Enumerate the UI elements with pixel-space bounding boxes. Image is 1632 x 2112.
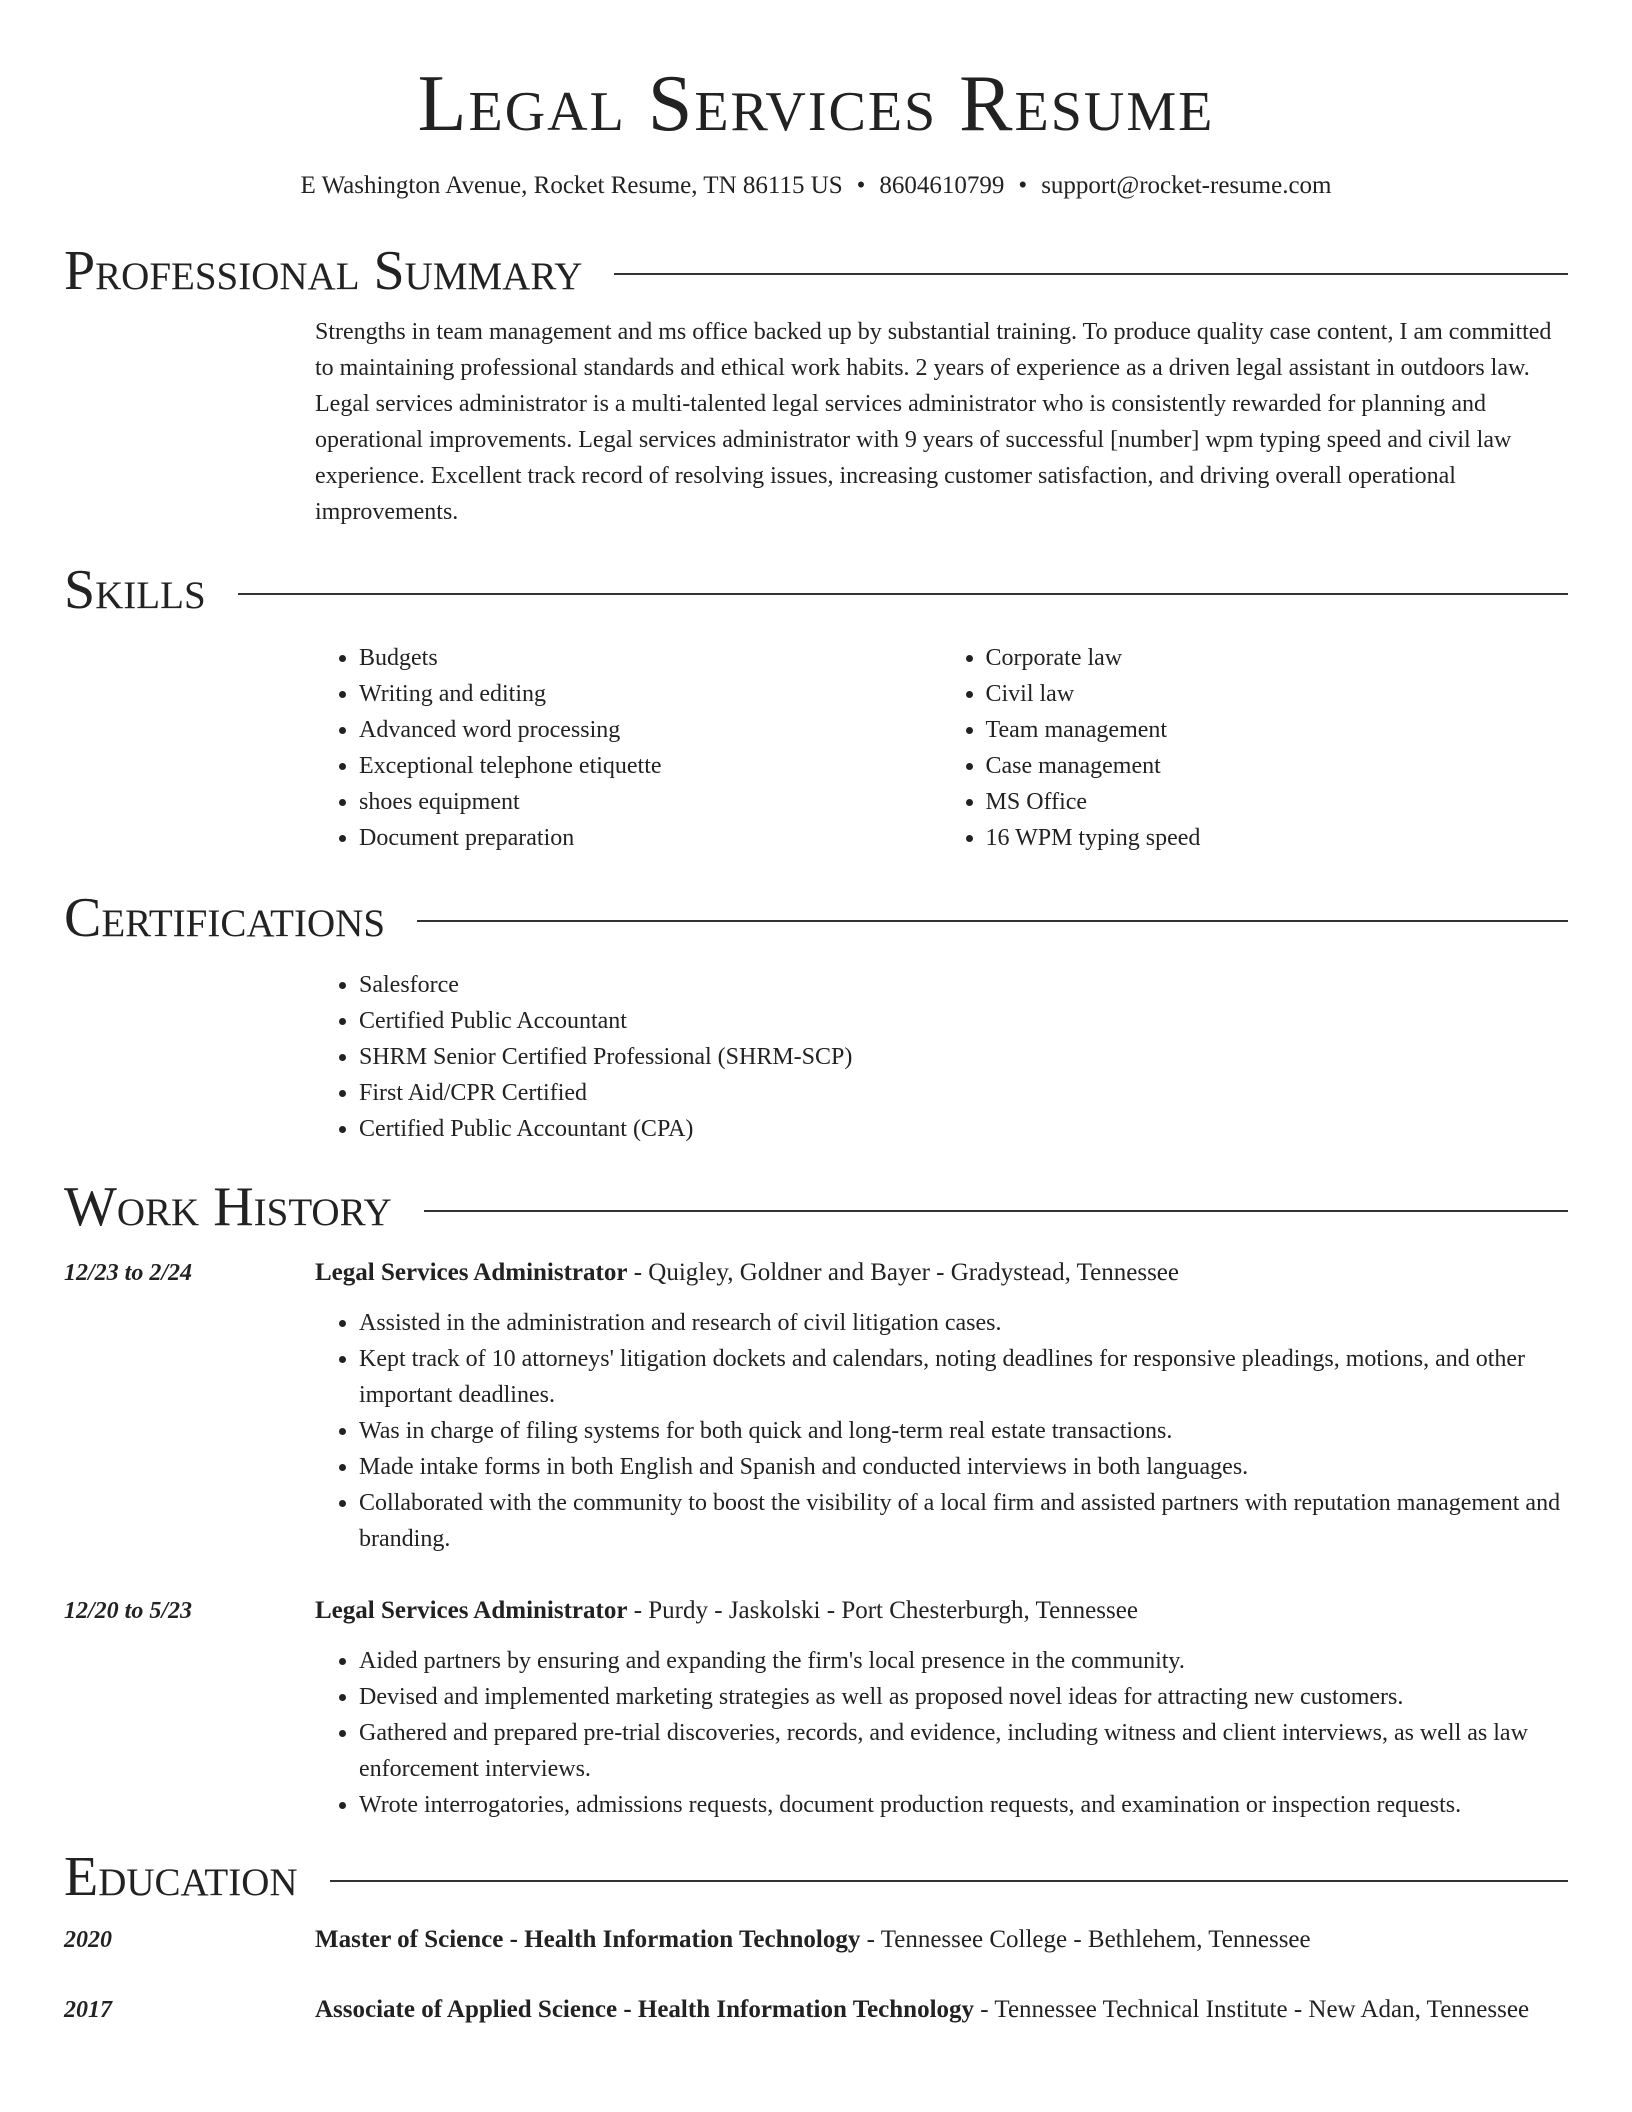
certifications-section	[315, 967, 1568, 1147]
education-school: - Tennessee Technical Institute - New Adan, Tennessee	[974, 1996, 1530, 2024]
job-role: Legal Services Administrator	[315, 1258, 628, 1286]
contact-phone: 8604610799	[879, 172, 1005, 199]
contact-separator: •	[856, 172, 866, 199]
certifications-section-header	[64, 888, 1568, 950]
job-employer: - Purdy - Jaskolski - Port Chesterburgh, Tennessee	[627, 1596, 1138, 1624]
job-bullets	[315, 1305, 1568, 1557]
education-degree: Master of Science - Health Information Technology	[315, 1926, 861, 1954]
skill-item: • MS Office	[986, 784, 1569, 820]
certifications-heading: Certifications	[64, 886, 386, 949]
skills-list-right	[942, 640, 1569, 856]
job-bullet: • Assisted in the administration and research of civil litigation cases.	[359, 1305, 1568, 1341]
education-year: 2020	[64, 1927, 112, 1954]
skill-item: • Team management	[986, 712, 1569, 748]
certification-item: • Certified Public Accountant (CPA)	[359, 1111, 1568, 1147]
job-entry	[64, 1255, 1568, 1557]
skill-item: • shoes equipment	[359, 784, 942, 820]
job-bullet: • Aided partners by ensuring and expanding the firm's local presence in the community.	[359, 1643, 1568, 1679]
education-year: 2017	[64, 1997, 112, 2024]
skill-item: • Advanced word processing	[359, 712, 942, 748]
job-title-line	[315, 1255, 1568, 1291]
contact-line	[64, 170, 1568, 203]
work-section	[64, 1255, 1568, 1823]
section-divider	[614, 273, 1568, 275]
education-school: - Tennessee College - Bethlehem, Tennessee	[860, 1926, 1311, 1954]
skill-item: • Corporate law	[986, 640, 1569, 676]
job-title-line	[315, 1593, 1568, 1629]
job-bullet: • Devised and implemented marketing strategies as well as proposed novel ideas for attracting new customers.	[359, 1679, 1568, 1715]
education-entry	[64, 1922, 1568, 1958]
job-role: Legal Services Administrator	[315, 1596, 628, 1624]
job-dates: 12/23 to 2/24	[64, 1259, 193, 1286]
job-bullet: • Was in charge of filing systems for both quick and long-term real estate transactions.	[359, 1413, 1568, 1449]
skill-item: • Budgets	[359, 640, 942, 676]
skill-item: • Case management	[986, 748, 1569, 784]
skill-item: • Civil law	[986, 676, 1569, 712]
education-section	[64, 1922, 1568, 2028]
certifications-list	[315, 967, 1568, 1147]
education-heading: Education	[64, 1845, 298, 1908]
contact-email[interactable]: support@rocket-resume.com	[1041, 172, 1332, 199]
resume-title: Legal Services Resume	[417, 60, 1215, 148]
job-bullet: • Wrote interrogatories, admissions requests, document production requests, and examination or inspection requests.	[359, 1787, 1568, 1823]
certification-item: • Certified Public Accountant	[359, 1003, 1568, 1039]
summary-text: Strengths in team management and ms office backed up by substantial training. To produce quality case content, I am committed to maintaining professional standards and ethical work habits. 2 years of experience as a driven legal assistant in outdoors law. Legal services administrator is a multi-talented legal services administrator who is consistently rewarded for planning and operational improvements. Legal services administrator with 9 years of successful [number] wpm typing speed and civil law experience. Excellent track record of resolving issues, increasing customer satisfaction, and driving overall operational improvements.	[315, 319, 1552, 526]
education-degree: Associate of Applied Science - Health Information Technology	[315, 1996, 975, 2024]
skill-item: • Exceptional telephone etiquette	[359, 748, 942, 784]
summary-heading: Professional Summary	[64, 239, 583, 302]
education-title-line	[315, 1922, 1568, 1958]
job-bullet: • Gathered and prepared pre-trial discoveries, records, and evidence, including witness and client interviews, as well as law enforcement interviews.	[359, 1715, 1568, 1787]
education-entry	[64, 1992, 1568, 2028]
job-details	[315, 1255, 1568, 1557]
work-heading: Work History	[64, 1176, 392, 1239]
job-bullet: • Kept track of 10 attorneys' litigation dockets and calendars, noting deadlines for responsive pleadings, motions, and other important deadlines.	[359, 1341, 1568, 1413]
job-bullet: • Made intake forms in both English and Spanish and conducted interviews in both languages.	[359, 1449, 1568, 1485]
education-title-line	[315, 1992, 1568, 2028]
resume-page	[64, 0, 1568, 2028]
job-bullets	[315, 1643, 1568, 1823]
job-bullet: • Collaborated with the community to boost the visibility of a local firm and assisted partners with reputation management and branding.	[359, 1485, 1568, 1557]
education-section-header	[64, 1847, 1568, 1909]
education-details	[315, 1922, 1568, 1958]
certification-item: • SHRM Senior Certified Professional (SHRM-SCP)	[359, 1039, 1568, 1075]
summary-section	[315, 314, 1568, 530]
education-details	[315, 1992, 1568, 2028]
skills-list-left	[315, 640, 942, 856]
section-divider	[417, 920, 1568, 922]
contact-separator: •	[1018, 172, 1028, 199]
skill-item: • Document preparation	[359, 820, 942, 856]
skills-heading: Skills	[64, 559, 206, 622]
contact-address: E Washington Avenue, Rocket Resume, TN 86115 US	[300, 172, 843, 199]
job-details	[315, 1593, 1568, 1823]
certification-item: • Salesforce	[359, 967, 1568, 1003]
section-divider	[424, 1210, 1568, 1212]
section-divider	[330, 1880, 1568, 1882]
job-employer: - Quigley, Goldner and Bayer - Gradystead, Tennessee	[627, 1258, 1179, 1286]
work-section-header	[64, 1177, 1568, 1239]
job-dates: 12/20 to 5/23	[64, 1597, 193, 1624]
skills-section-header	[64, 560, 1568, 622]
summary-section-header	[64, 241, 1568, 303]
section-divider	[238, 593, 1568, 595]
job-entry	[64, 1593, 1568, 1823]
skill-item: • 16 WPM typing speed	[986, 820, 1569, 856]
skills-section	[315, 640, 1568, 856]
skill-item: • Writing and editing	[359, 676, 942, 712]
certification-item: • First Aid/CPR Certified	[359, 1075, 1568, 1111]
